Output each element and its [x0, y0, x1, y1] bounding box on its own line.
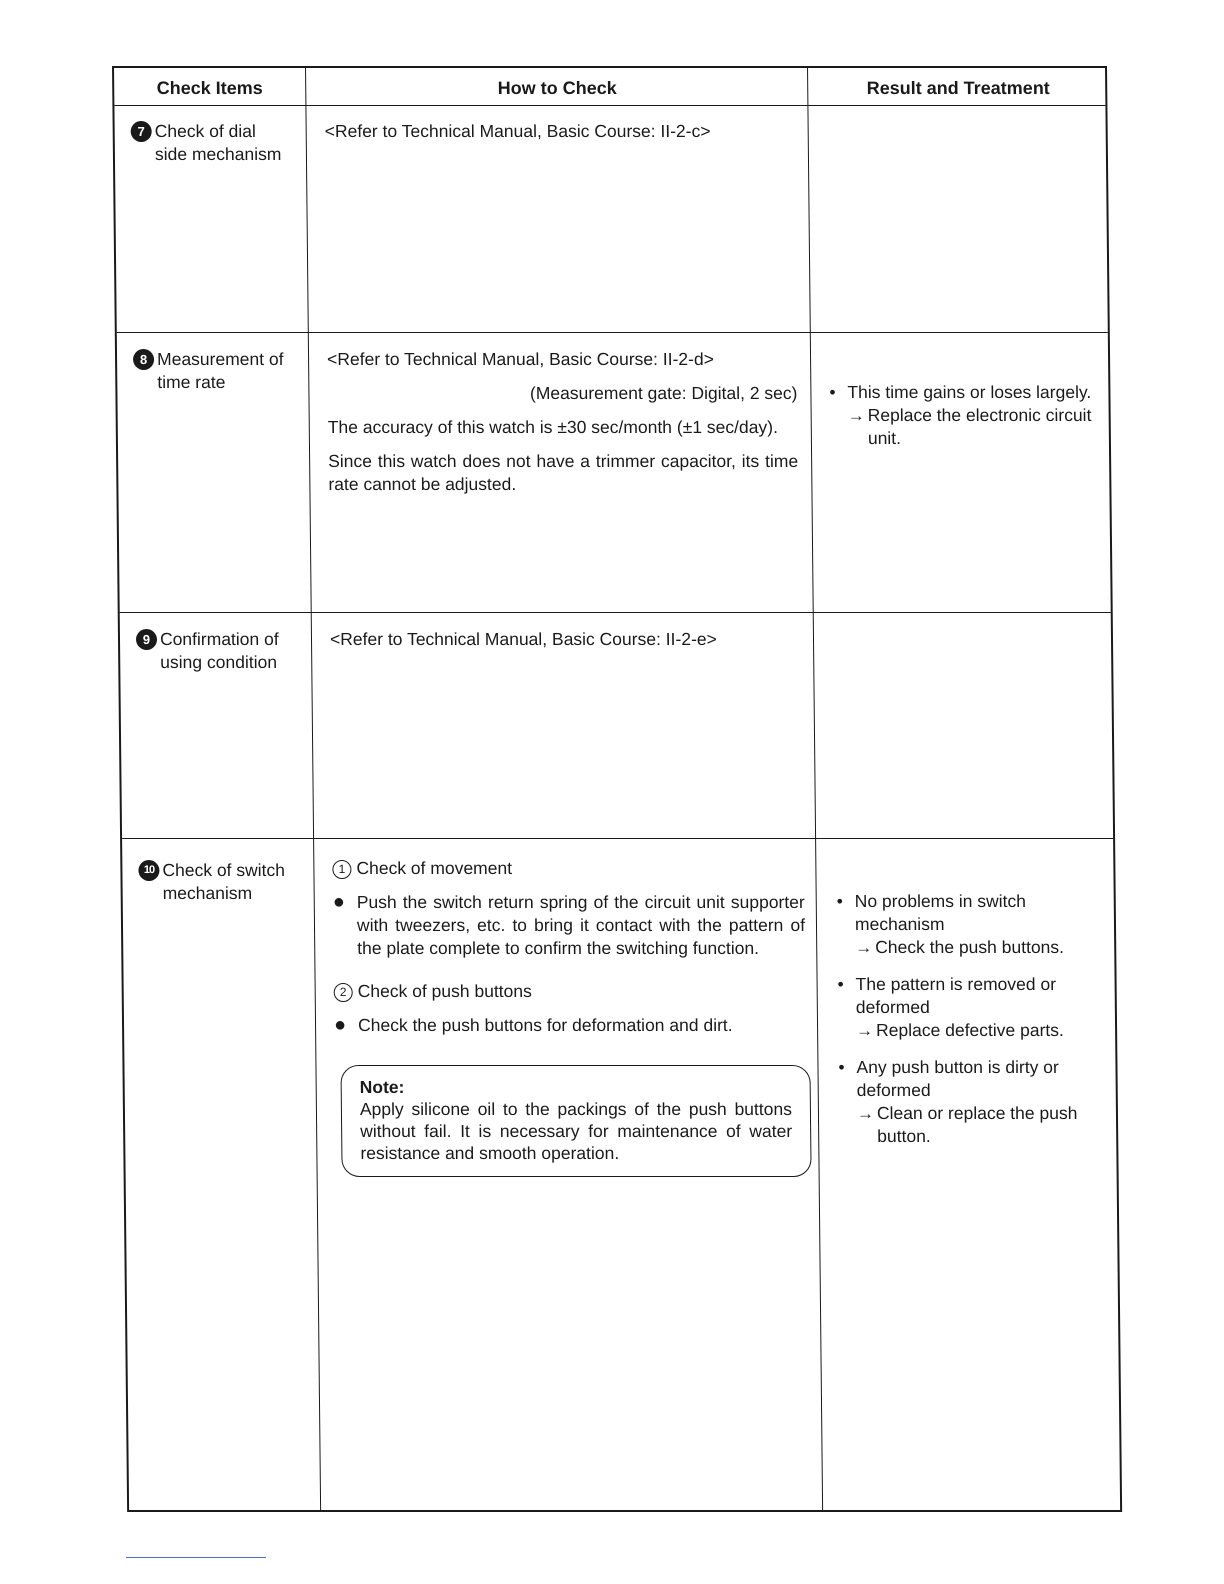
row-8-how	[327, 348, 799, 507]
bullet: •	[836, 891, 843, 911]
row-7-how	[325, 120, 795, 143]
footer-rule	[126, 1557, 266, 1558]
result-text: This time gains or loses largely.	[847, 382, 1092, 402]
number-badge: 7	[131, 121, 152, 142]
result-action: Check the push buttons.	[875, 937, 1065, 957]
bullet: •	[837, 974, 844, 994]
row-divider	[117, 332, 1108, 333]
number-badge: 8	[133, 349, 154, 370]
bullet: ●	[332, 891, 345, 913]
row-9-item	[136, 628, 306, 674]
push-button-instruction: Check the push buttons for deformation and dirt.	[357, 1015, 733, 1035]
result-action: Clean or replace the push button.	[876, 1103, 1078, 1146]
item-label: Measurement of	[156, 349, 284, 369]
reference-text: <Refer to Technical Manual, Basic Course: II-2-d>	[326, 349, 714, 369]
row-8-result	[829, 381, 1102, 462]
column-divider	[305, 68, 321, 1510]
row-7-item	[131, 120, 301, 166]
row-10-result	[837, 890, 1112, 1160]
check-table	[112, 66, 1122, 1512]
result-text: Any push button is dirty or deformed	[856, 1057, 1059, 1100]
note-label: Note:	[359, 1077, 405, 1097]
row-divider	[114, 105, 1105, 106]
trimmer-text: Since this watch does not have a trimmer capacitor, its time rate cannot be adjusted.	[328, 451, 799, 494]
bullet: ●	[333, 1014, 347, 1036]
measurement-gate: (Measurement gate: Digital, 2 sec)	[529, 383, 798, 403]
note-box	[340, 1065, 811, 1177]
header-how-to-check: How to Check	[497, 78, 617, 98]
movement-instruction: Push the switch return spring of the circuit unit supporter with tweezers, etc. to bring it contact with the pattern of the plate complete to confirm the switching function.	[356, 892, 806, 958]
result-action: Replace defective parts.	[875, 1020, 1064, 1040]
row-8-item	[133, 348, 303, 394]
item-label: mechanism	[162, 883, 253, 903]
reference-text: <Refer to Technical Manual, Basic Course: II-2-e>	[329, 629, 717, 649]
row-divider	[120, 612, 1111, 613]
arrow-icon: →	[856, 1021, 874, 1040]
result-text: The pattern is removed or deformed	[855, 974, 1057, 1017]
arrow-icon: →	[855, 938, 873, 957]
row-9-how	[330, 628, 800, 651]
circled-number: 2	[334, 983, 353, 1002]
row-10-item	[138, 859, 308, 905]
item-label: Confirmation of	[159, 629, 279, 649]
number-badge: 9	[136, 629, 157, 650]
arrow-icon: →	[847, 406, 865, 425]
circled-number: 1	[332, 860, 351, 879]
arrow-icon: →	[856, 1104, 875, 1123]
result-action: Replace the electronic circuit unit.	[867, 405, 1092, 448]
bullet: •	[838, 1057, 845, 1077]
item-label: using condition	[160, 652, 278, 672]
reference-text: <Refer to Technical Manual, Basic Course: II-2-c>	[324, 121, 711, 141]
accuracy-text: The accuracy of this watch is ±30 sec/month (±1 sec/day).	[327, 417, 778, 437]
row-10-how	[332, 857, 806, 1049]
header-result-treatment: Result and Treatment	[866, 78, 1050, 98]
bullet: •	[829, 382, 836, 402]
subheading: Check of push buttons	[357, 981, 532, 1001]
header-check-items: Check Items	[156, 78, 263, 98]
note-text: Apply silicone oil to the packings of the push buttons without fail. It is necessary for maintenance of water resistance and smooth operation.	[359, 1099, 793, 1163]
item-label: Check of switch	[162, 860, 286, 880]
item-label: Check of dial	[154, 121, 256, 141]
item-label: time rate	[157, 372, 226, 392]
item-label: side mechanism	[154, 144, 282, 164]
row-divider	[122, 838, 1113, 839]
result-text: No problems in switch mechanism	[854, 891, 1027, 934]
column-divider	[807, 68, 823, 1510]
number-badge: 10	[138, 860, 159, 881]
subheading: Check of movement	[356, 858, 513, 878]
